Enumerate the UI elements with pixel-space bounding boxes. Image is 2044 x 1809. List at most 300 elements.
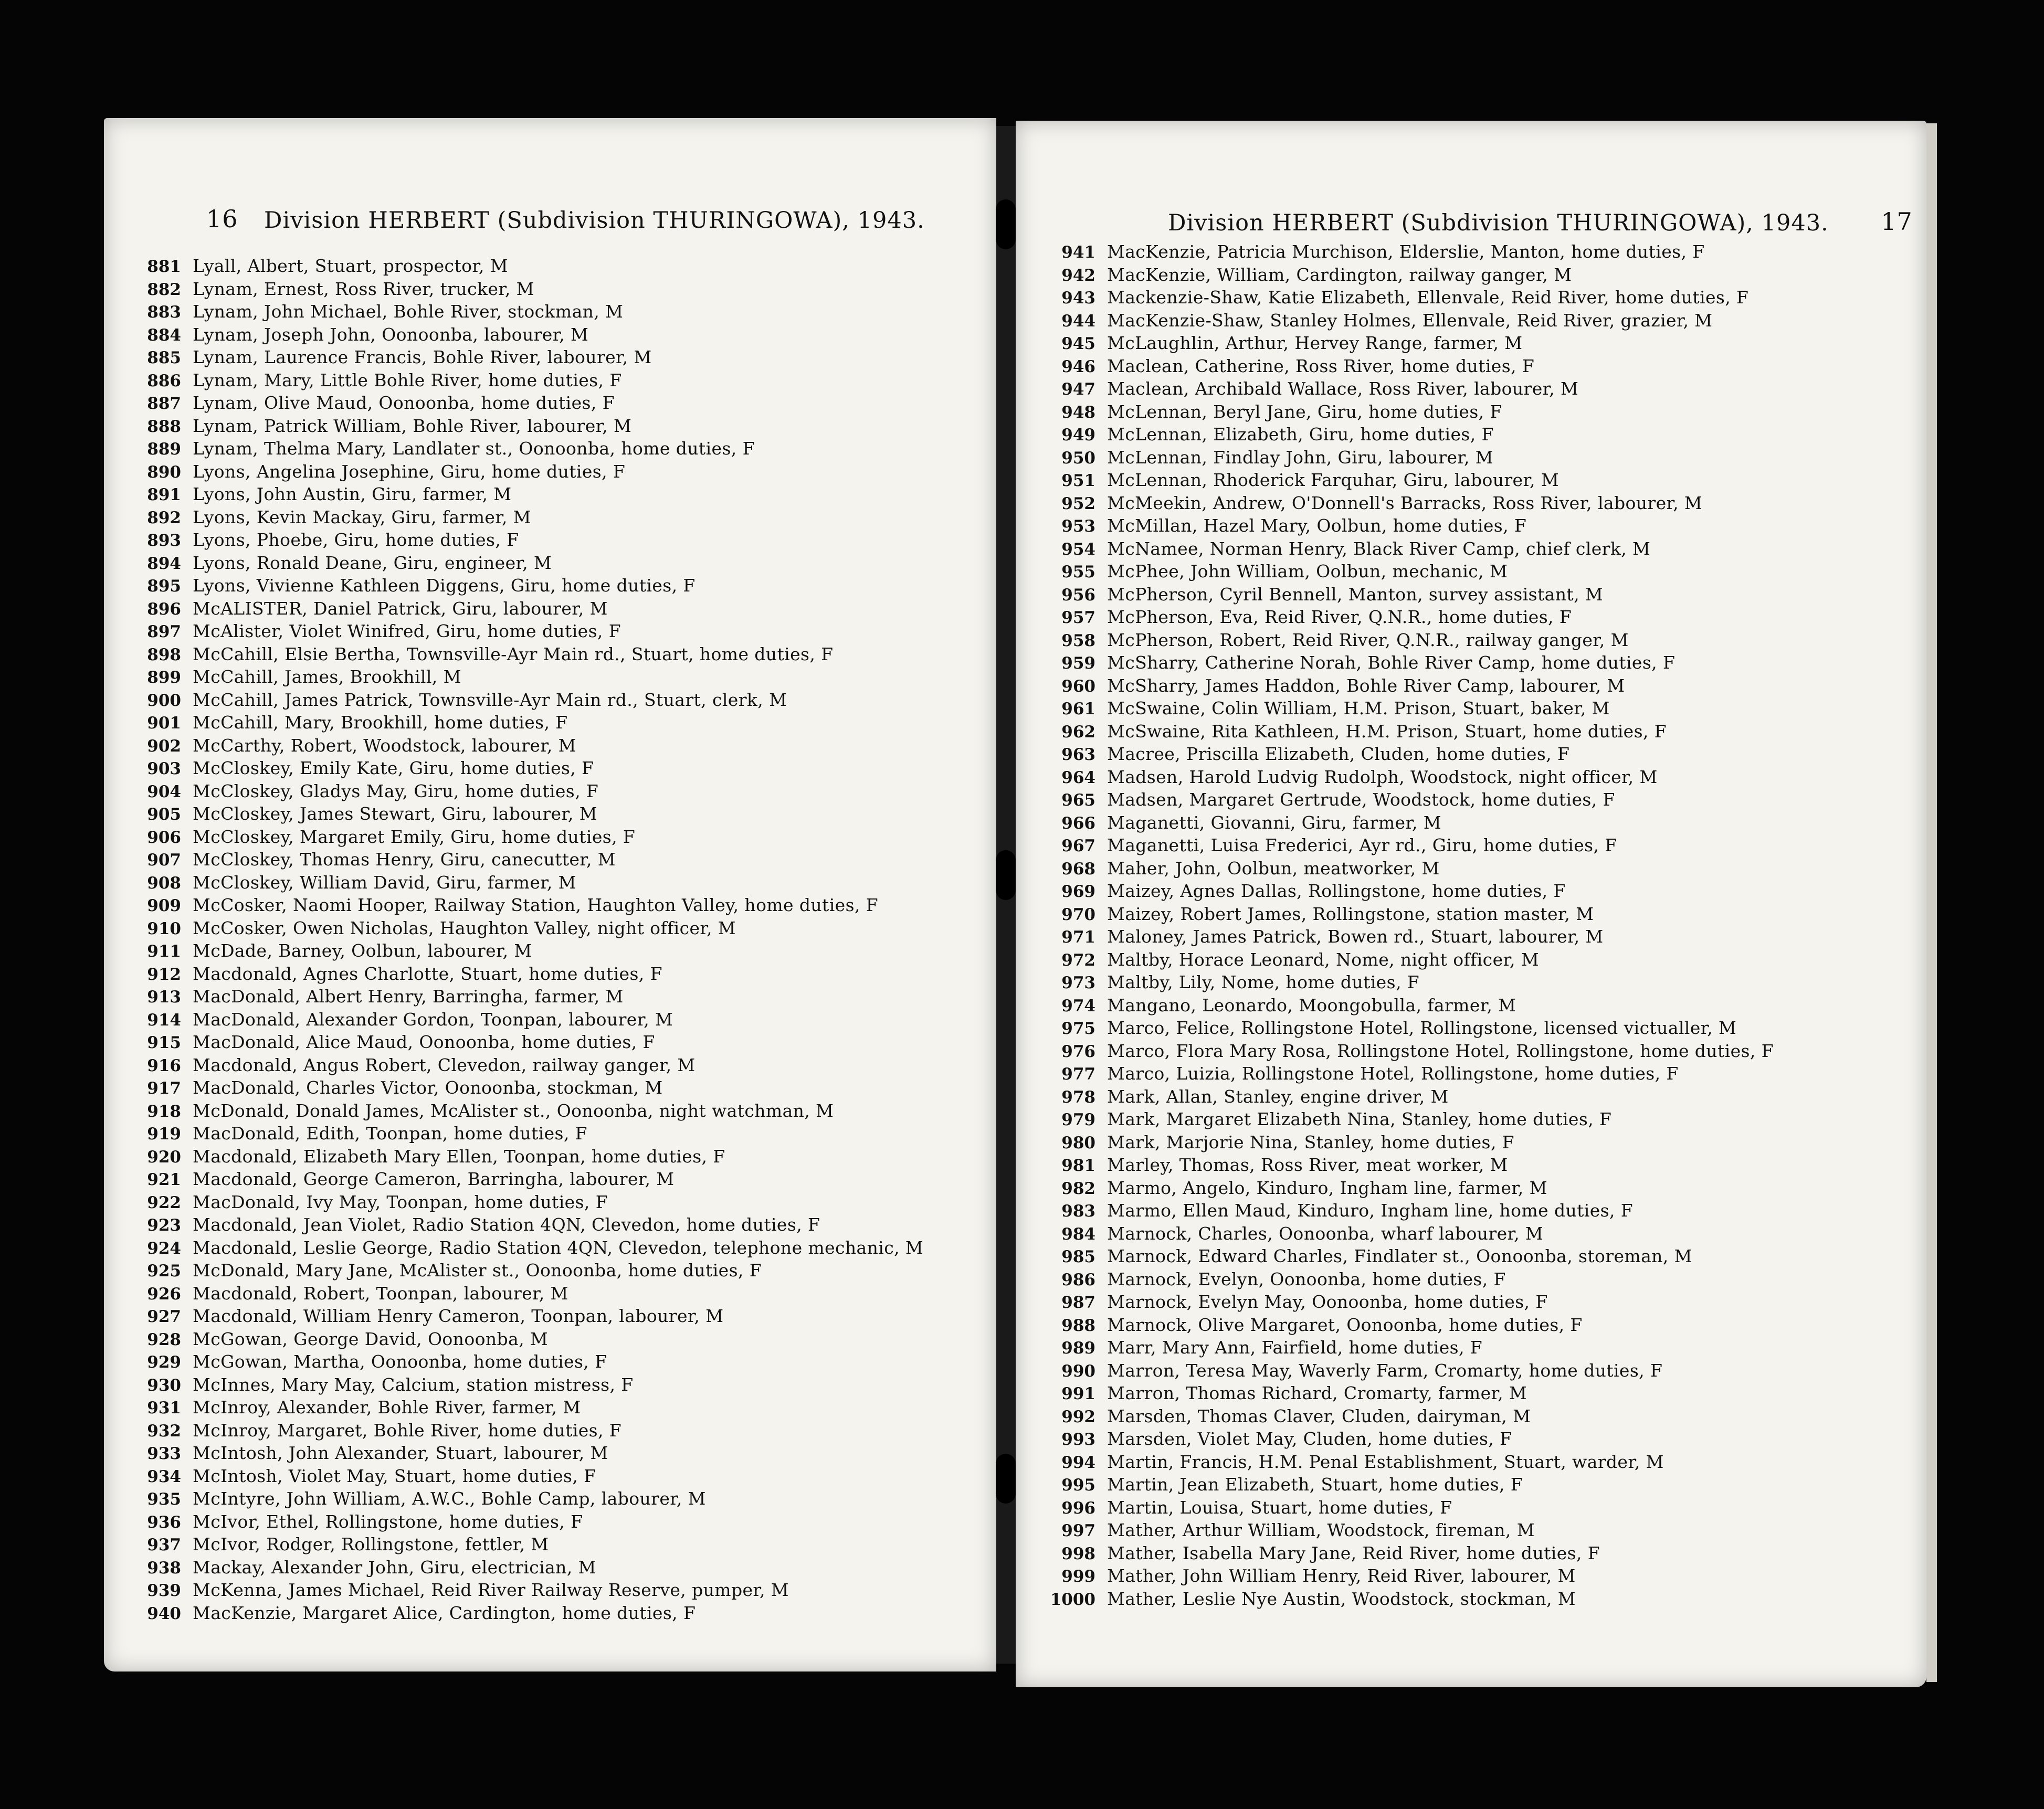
page-edge — [1926, 123, 1937, 1682]
entry-text: Marnock, Evelyn May, Oonoonba, home duties, F — [1107, 1292, 1548, 1312]
elector-entry — [133, 917, 983, 940]
entry-text: Maloney, James Patrick, Bowen rd., Stuart, labourer, M — [1107, 926, 1604, 947]
elector-entry — [1047, 1222, 1919, 1245]
elector-entry — [1047, 1519, 1919, 1542]
entry-number: 920 — [147, 1147, 181, 1167]
entry-number: 971 — [1061, 928, 1095, 947]
entry-number: 967 — [1061, 837, 1095, 855]
entry-text: McPhee, John William, Oolbun, mechanic, M — [1107, 561, 1508, 581]
elector-entry — [133, 734, 983, 757]
entry-text: McSharry, Catherine Norah, Bohle River Camp, home duties, F — [1107, 652, 1676, 673]
entry-number: 974 — [1061, 996, 1095, 1015]
entry-number: 999 — [1061, 1567, 1095, 1586]
elector-entry — [1047, 240, 1919, 263]
entry-number: 905 — [147, 805, 181, 824]
elector-entry — [1047, 697, 1919, 720]
entry-text: Marmo, Angelo, Kinduro, Ingham line, farmer, M — [1107, 1177, 1547, 1198]
elector-entry — [133, 871, 983, 894]
entry-number: 959 — [1061, 654, 1095, 673]
entry-number: 985 — [1061, 1247, 1095, 1266]
entry-text: Maganetti, Luisa Frederici, Ayr rd., Giru, home duties, F — [1107, 835, 1617, 855]
elector-entry — [133, 1259, 983, 1282]
entry-number: 954 — [1061, 539, 1095, 559]
entry-text: McDade, Barney, Oolbun, labourer, M — [193, 940, 532, 961]
elector-entry — [133, 369, 983, 392]
entry-text: Maltby, Horace Leonard, Nome, night officer, M — [1107, 949, 1540, 970]
right-page — [1016, 121, 1926, 1687]
entry-text: McCahill, James Patrick, Townsville-Ayr Main rd., Stuart, clerk, M — [193, 689, 787, 710]
elector-entry — [1047, 1473, 1919, 1496]
entry-number: 937 — [147, 1536, 181, 1554]
entry-text: Marnock, Evelyn, Oonoonba, home duties, F — [1107, 1268, 1506, 1289]
entry-number: 887 — [147, 394, 181, 413]
elector-entry — [133, 1419, 983, 1442]
elector-entry — [133, 894, 983, 917]
elector-entry — [133, 278, 983, 301]
entry-number: 972 — [1061, 950, 1095, 970]
entry-text: Macdonald, Elizabeth Mary Ellen, Toonpan, home duties, F — [193, 1146, 725, 1167]
entry-number: 968 — [1061, 859, 1095, 879]
entry-text: Macdonald, Jean Violet, Radio Station 4QN, Clevedon, home duties, F — [193, 1214, 820, 1235]
entry-number: 926 — [147, 1284, 181, 1304]
entry-text: Mather, Isabella Mary Jane, Reid River, home duties, F — [1107, 1542, 1600, 1563]
right-page-title: Division HERBERT (Subdivision THURINGOWA), 1943. — [1168, 210, 1829, 236]
left-page — [104, 118, 996, 1672]
entry-text: Marnock, Olive Margaret, Oonoonba, home duties, F — [1107, 1314, 1583, 1335]
entry-number: 925 — [147, 1262, 181, 1281]
entry-number: 923 — [147, 1216, 181, 1235]
entry-number: 886 — [147, 371, 181, 390]
entry-text: McMillan, Hazel Mary, Oolbun, home duties, F — [1107, 515, 1527, 536]
entry-number: 931 — [147, 1399, 181, 1417]
entry-text: Mangano, Leonardo, Moongobulla, farmer, M — [1107, 995, 1516, 1015]
entry-text: Mark, Margaret Elizabeth Nina, Stanley, home duties, F — [1107, 1109, 1612, 1129]
entry-text: MacKenzie, William, Cardington, railway ganger, M — [1107, 264, 1572, 285]
elector-entry — [1047, 583, 1919, 606]
entry-number: 924 — [147, 1239, 181, 1258]
entry-number: 988 — [1061, 1316, 1095, 1335]
entry-number: 963 — [1061, 745, 1095, 764]
entry-number: 897 — [147, 622, 181, 641]
entry-text: MacDonald, Edith, Toonpan, home duties, F — [193, 1123, 587, 1144]
elector-entry — [133, 1373, 983, 1397]
entry-number: 978 — [1061, 1087, 1095, 1107]
entry-text: McCosker, Naomi Hooper, Railway Station, Haughton Valley, home duties, F — [193, 895, 879, 915]
entry-text: McSwaine, Colin William, H.M. Prison, Stuart, baker, M — [1107, 698, 1610, 718]
elector-entry — [1047, 286, 1919, 309]
elector-entry — [133, 1602, 983, 1625]
entry-number: 919 — [147, 1125, 181, 1144]
entry-text: Martin, Francis, H.M. Penal Establishment, Stuart, warder, M — [1107, 1451, 1664, 1472]
entry-number: 962 — [1061, 722, 1095, 742]
entry-number: 903 — [147, 759, 181, 778]
entry-text: Maclean, Catherine, Ross River, home duties, F — [1107, 355, 1535, 376]
entry-number: 881 — [147, 257, 181, 276]
elector-entry — [133, 1031, 983, 1054]
entry-number: 983 — [1061, 1202, 1095, 1221]
elector-entry — [133, 757, 983, 780]
elector-entry — [1047, 1245, 1919, 1268]
elector-entry — [1047, 903, 1919, 926]
entry-number: 977 — [1061, 1065, 1095, 1084]
right-page-header — [1168, 207, 1913, 236]
entry-text: McLennan, Rhoderick Farquhar, Giru, labourer, M — [1107, 470, 1560, 490]
entry-text: Marnock, Charles, Oonoonba, wharf labourer, M — [1107, 1223, 1544, 1244]
entry-text: McGowan, Martha, Oonoonba, home duties, F — [193, 1351, 607, 1372]
entry-number: 953 — [1061, 517, 1095, 536]
elector-entry — [133, 665, 983, 689]
entry-number: 969 — [1061, 882, 1095, 901]
elector-entry — [1047, 1017, 1919, 1040]
entry-number: 890 — [147, 462, 181, 482]
elector-entry — [133, 1145, 983, 1168]
elector-entry — [133, 483, 983, 506]
elector-entry — [133, 1213, 983, 1236]
entry-number: 981 — [1061, 1156, 1095, 1175]
entry-text: Marco, Felice, Rollingstone Hotel, Rollingstone, licensed victualler, M — [1107, 1018, 1737, 1038]
elector-entry — [1047, 423, 1919, 446]
entry-number: 939 — [147, 1581, 181, 1600]
entry-text: Madsen, Harold Ludvig Rudolph, Woodstock, night officer, M — [1107, 766, 1658, 787]
entry-number: 891 — [147, 485, 181, 504]
entry-number: 915 — [147, 1033, 181, 1052]
entry-text: McCloskey, Gladys May, Giru, home duties, F — [193, 780, 599, 801]
elector-entry — [1047, 332, 1919, 355]
entry-number: 980 — [1061, 1133, 1095, 1152]
entry-number: 991 — [1061, 1384, 1095, 1403]
elector-entry — [1047, 1451, 1919, 1474]
elector-entry — [1047, 1427, 1919, 1451]
entry-text: McCloskey, Emily Kate, Giru, home duties, F — [193, 758, 594, 778]
entry-text: McPherson, Robert, Reid River, Q.N.R., railway ganger, M — [1107, 629, 1629, 650]
entry-text: Lynam, John Michael, Bohle River, stockman, M — [193, 301, 624, 322]
entry-text: McIntosh, Violet May, Stuart, home duties, F — [193, 1465, 596, 1486]
entry-text: McInroy, Alexander, Bohle River, farmer, M — [193, 1397, 581, 1417]
entry-text: Lyall, Albert, Stuart, prospector, M — [193, 256, 508, 276]
entry-number: 922 — [147, 1193, 181, 1212]
entry-text: Martin, Jean Elizabeth, Stuart, home duties, F — [1107, 1474, 1523, 1495]
elector-entry — [1047, 1542, 1919, 1565]
entry-number: 986 — [1061, 1270, 1095, 1289]
entry-number: 943 — [1061, 289, 1095, 308]
elector-entry — [1047, 1154, 1919, 1177]
elector-entry — [1047, 377, 1919, 400]
elector-entry — [133, 1191, 983, 1214]
entry-number: 918 — [147, 1102, 181, 1121]
elector-entry — [133, 1236, 983, 1260]
entry-text: McNamee, Norman Henry, Black River Camp, chief clerk, M — [1107, 538, 1651, 559]
entry-number: 913 — [147, 988, 181, 1007]
elector-entry — [133, 392, 983, 415]
elector-entry — [1047, 1177, 1919, 1200]
entry-number: 984 — [1061, 1224, 1095, 1244]
entry-number: 945 — [1061, 334, 1095, 353]
entry-text: Marr, Mary Ann, Fairfield, home duties, F — [1107, 1337, 1483, 1358]
entry-number: 997 — [1061, 1521, 1095, 1540]
elector-entry — [133, 1579, 983, 1602]
entry-text: Lynam, Patrick William, Bohle River, labourer, M — [193, 415, 632, 436]
entry-text: McLennan, Elizabeth, Giru, home duties, F — [1107, 424, 1494, 445]
elector-entry — [133, 460, 983, 483]
entry-number: 973 — [1061, 974, 1095, 992]
elector-entry — [133, 323, 983, 346]
entry-number: 929 — [147, 1353, 181, 1372]
elector-entry — [133, 1122, 983, 1145]
elector-entry — [133, 643, 983, 666]
entry-number: 889 — [147, 440, 181, 459]
elector-entry — [133, 1008, 983, 1031]
elector-entry — [133, 780, 983, 803]
entry-text: Macdonald, William Henry Cameron, Toonpan, labourer, M — [193, 1306, 724, 1326]
entry-number: 914 — [147, 1010, 181, 1030]
elector-entry — [133, 848, 983, 871]
entry-text: McSwaine, Rita Kathleen, H.M. Prison, Stuart, home duties, F — [1107, 721, 1667, 742]
entry-number: 895 — [147, 577, 181, 596]
left-page-header — [206, 205, 925, 234]
elector-entry — [133, 1533, 983, 1556]
elector-entry — [1047, 355, 1919, 378]
entry-text: Mark, Allan, Stanley, engine driver, M — [1107, 1086, 1449, 1107]
elector-entry — [133, 506, 983, 529]
elector-entry — [133, 939, 983, 962]
entry-number: 921 — [147, 1170, 181, 1189]
entry-text: McALISTER, Daniel Patrick, Giru, labourer, M — [193, 598, 608, 619]
entry-text: Marron, Thomas Richard, Cromarty, farmer, M — [1107, 1383, 1527, 1403]
entry-number: 916 — [147, 1056, 181, 1075]
entry-text: Marco, Luizia, Rollingstone Hotel, Rollingstone, home duties, F — [1107, 1063, 1679, 1084]
elector-entry — [1047, 492, 1919, 515]
elector-entry — [133, 826, 983, 849]
elector-entry — [133, 1556, 983, 1579]
entry-number: 998 — [1061, 1544, 1095, 1563]
elector-entry — [133, 1396, 983, 1419]
entry-number: 910 — [147, 919, 181, 938]
elector-entry — [1047, 1336, 1919, 1359]
entry-text: McCloskey, William David, Giru, farmer, M — [193, 872, 576, 893]
entry-number: 982 — [1061, 1179, 1095, 1198]
entry-text: McPherson, Cyril Bennell, Manton, survey assistant, M — [1107, 584, 1604, 605]
entry-text: McPherson, Eva, Reid River, Q.N.R., home duties, F — [1107, 607, 1572, 627]
entry-number: 899 — [147, 668, 181, 687]
entry-number: 961 — [1061, 700, 1095, 718]
entry-text: Lyons, John Austin, Giru, farmer, M — [193, 484, 512, 504]
entry-number: 882 — [147, 280, 181, 299]
entry-text: Mather, John William Henry, Reid River, labourer, M — [1107, 1565, 1576, 1586]
elector-entry — [133, 346, 983, 369]
entry-text: Mackay, Alexander John, Giru, electrician, M — [193, 1557, 596, 1578]
elector-entry — [1047, 309, 1919, 332]
entry-text: Lyons, Kevin Mackay, Giru, farmer, M — [193, 506, 531, 527]
entry-number: 934 — [147, 1467, 181, 1486]
entry-number: 946 — [1061, 357, 1095, 376]
entry-text: Marsden, Violet May, Cluden, home duties, F — [1107, 1429, 1512, 1449]
right-page-number: 17 — [1881, 207, 1913, 236]
entry-text: McCarthy, Robert, Woodstock, labourer, M — [193, 735, 576, 756]
elector-entry — [1047, 469, 1919, 492]
elector-entry — [1047, 766, 1919, 789]
entry-number: 966 — [1061, 813, 1095, 833]
elector-entry — [1047, 857, 1919, 880]
elector-entry — [133, 620, 983, 643]
entry-text: McCloskey, Margaret Emily, Giru, home duties, F — [193, 826, 636, 847]
entry-number: 906 — [147, 828, 181, 847]
entry-text: McLaughlin, Arthur, Hervey Range, farmer, M — [1107, 333, 1523, 353]
entry-text: Macdonald, George Cameron, Barringha, labourer, M — [193, 1169, 675, 1189]
elector-entry — [133, 597, 983, 620]
entry-number: 928 — [147, 1330, 181, 1349]
entry-text: Maganetti, Giovanni, Giru, farmer, M — [1107, 812, 1441, 833]
entry-text: Maizey, Agnes Dallas, Rollingstone, home duties, F — [1107, 881, 1566, 901]
entry-number: 952 — [1061, 494, 1095, 513]
elector-entry — [133, 1487, 983, 1510]
binding-stitch-middle — [996, 850, 1016, 900]
elector-entry — [1047, 1108, 1919, 1131]
right-entry-list — [1047, 240, 1919, 1610]
elector-entry — [133, 1099, 983, 1123]
elector-entry — [133, 985, 983, 1008]
entry-number: 911 — [147, 942, 181, 961]
entry-text: Lyons, Vivienne Kathleen Diggens, Giru, home duties, F — [193, 575, 696, 596]
entry-number: 940 — [147, 1604, 181, 1623]
entry-number: 888 — [147, 417, 181, 436]
elector-entry — [133, 1054, 983, 1077]
entry-text: Mather, Arthur William, Woodstock, fireman, M — [1107, 1520, 1535, 1540]
entry-text: MacDonald, Ivy May, Toonpan, home duties, F — [193, 1191, 608, 1212]
entry-number: 987 — [1061, 1293, 1095, 1312]
entry-number: 958 — [1061, 631, 1095, 650]
elector-entry — [133, 689, 983, 712]
entry-number: 898 — [147, 645, 181, 664]
entry-text: Lyons, Angelina Josephine, Giru, home duties, F — [193, 461, 626, 482]
left-page-number: 16 — [206, 205, 238, 233]
entry-text: McGowan, George David, Oonoonba, M — [193, 1328, 549, 1349]
elector-entry — [1047, 971, 1919, 994]
entry-number: 989 — [1061, 1339, 1095, 1358]
elector-entry — [133, 1282, 983, 1305]
elector-entry — [133, 1442, 983, 1465]
entry-number: 964 — [1061, 768, 1095, 787]
elector-entry — [133, 1510, 983, 1533]
entry-text: McCahill, Elsie Bertha, Townsville-Ayr Main rd., Stuart, home duties, F — [193, 643, 834, 664]
elector-entry — [1047, 1062, 1919, 1085]
entry-number: 938 — [147, 1558, 181, 1578]
entry-text: McKenna, James Michael, Reid River Railway Reserve, pumper, M — [193, 1580, 789, 1600]
entry-number: 949 — [1061, 426, 1095, 445]
elector-entry — [1047, 1382, 1919, 1405]
entry-text: McCloskey, James Stewart, Giru, labourer, M — [193, 803, 597, 824]
elector-entry — [133, 574, 983, 597]
entry-number: 900 — [147, 691, 181, 710]
entry-number: 904 — [147, 782, 181, 801]
elector-entry — [1047, 1085, 1919, 1108]
elector-entry — [1047, 1199, 1919, 1222]
entry-text: Lyons, Phoebe, Giru, home duties, F — [193, 530, 519, 550]
elector-entry — [1047, 925, 1919, 948]
entry-text: Lyons, Ronald Deane, Giru, engineer, M — [193, 552, 552, 573]
entry-text: Macdonald, Angus Robert, Clevedon, railway ganger, M — [193, 1054, 696, 1075]
entry-text: Marnock, Edward Charles, Findlater st., Oonoonba, storeman, M — [1107, 1246, 1692, 1266]
entry-number: 901 — [147, 714, 181, 733]
entry-number: 955 — [1061, 563, 1095, 581]
entry-text: Mather, Leslie Nye Austin, Woodstock, stockman, M — [1107, 1588, 1576, 1609]
entry-number: 912 — [147, 965, 181, 984]
entry-text: McCloskey, Thomas Henry, Giru, canecutter, M — [193, 849, 616, 870]
elector-entry — [133, 1465, 983, 1488]
entry-number: 951 — [1061, 471, 1095, 490]
entry-number: 927 — [147, 1307, 181, 1326]
elector-entry — [1047, 1359, 1919, 1382]
elector-entry — [1047, 400, 1919, 424]
entry-text: McIntosh, John Alexander, Stuart, labourer, M — [193, 1443, 608, 1463]
elector-entry — [1047, 1496, 1919, 1519]
entry-text: McInroy, Margaret, Bohle River, home duties, F — [193, 1420, 622, 1441]
entry-text: Macree, Priscilla Elizabeth, Cluden, home duties, F — [1107, 744, 1570, 764]
left-entry-list — [133, 255, 983, 1624]
entry-number: 930 — [147, 1376, 181, 1395]
entry-number: 902 — [147, 736, 181, 756]
elector-entry — [1047, 720, 1919, 743]
binding-stitch-top — [996, 199, 1016, 249]
elector-entry — [1047, 994, 1919, 1017]
entry-text: McMeekin, Andrew, O'Donnell's Barracks, Ross River, labourer, M — [1107, 492, 1703, 513]
entry-text: Macdonald, Leslie George, Radio Station 4QN, Clevedon, telephone mechanic, M — [193, 1237, 924, 1258]
elector-entry — [1047, 560, 1919, 583]
elector-entry — [1047, 811, 1919, 834]
entry-number: 990 — [1061, 1361, 1095, 1381]
entry-number: 993 — [1061, 1430, 1095, 1449]
entry-number: 935 — [147, 1490, 181, 1509]
entry-number: 896 — [147, 599, 181, 619]
elector-entry — [1047, 629, 1919, 652]
entry-text: McCahill, Mary, Brookhill, home duties, F — [193, 712, 568, 733]
entry-text: Mackenzie-Shaw, Katie Elizabeth, Ellenvale, Reid River, home duties, F — [1107, 287, 1749, 308]
elector-entry — [1047, 1564, 1919, 1588]
elector-entry — [1047, 263, 1919, 287]
elector-entry — [133, 300, 983, 323]
entry-text: McInnes, Mary May, Calcium, station mistress, F — [193, 1374, 634, 1395]
elector-entry — [1047, 1314, 1919, 1337]
entry-text: Marron, Teresa May, Waverly Farm, Cromarty, home duties, F — [1107, 1360, 1663, 1381]
elector-entry — [1047, 788, 1919, 811]
elector-entry — [133, 528, 983, 552]
entry-text: Marsden, Thomas Claver, Cluden, dairyman, M — [1107, 1405, 1531, 1426]
entry-text: Marmo, Ellen Maud, Kinduro, Ingham line, home duties, F — [1107, 1200, 1634, 1221]
entry-number: 994 — [1061, 1453, 1095, 1472]
elector-entry — [133, 255, 983, 278]
entry-text: Mark, Marjorie Nina, Stanley, home duties, F — [1107, 1131, 1514, 1152]
elector-entry — [133, 552, 983, 575]
entry-number: 965 — [1061, 791, 1095, 810]
elector-entry — [1047, 1040, 1919, 1063]
entry-number: 917 — [147, 1079, 181, 1098]
elector-entry — [133, 1350, 983, 1373]
elector-entry — [1047, 880, 1919, 903]
entry-text: McLennan, Findlay John, Giru, labourer, M — [1107, 447, 1493, 468]
entry-number: 893 — [147, 531, 181, 550]
entry-text: McIntyre, John William, A.W.C., Bohle Camp, labourer, M — [193, 1488, 706, 1509]
entry-text: Martin, Louisa, Stuart, home duties, F — [1107, 1497, 1452, 1518]
entry-text: Lynam, Thelma Mary, Landlater st., Oonoonba, home duties, F — [193, 438, 755, 459]
entry-text: Lynam, Ernest, Ross River, trucker, M — [193, 278, 534, 299]
entry-text: Lynam, Olive Maud, Oonoonba, home duties, F — [193, 393, 615, 413]
entry-number: 992 — [1061, 1407, 1095, 1426]
elector-entry — [133, 415, 983, 438]
entry-number: 947 — [1061, 380, 1095, 399]
entry-text: McSharry, James Haddon, Bohle River Camp, labourer, M — [1107, 675, 1625, 696]
entry-text: Lynam, Joseph John, Oonoonba, labourer, M — [193, 324, 589, 345]
entry-number: 979 — [1061, 1110, 1095, 1129]
entry-number: 996 — [1061, 1498, 1095, 1518]
